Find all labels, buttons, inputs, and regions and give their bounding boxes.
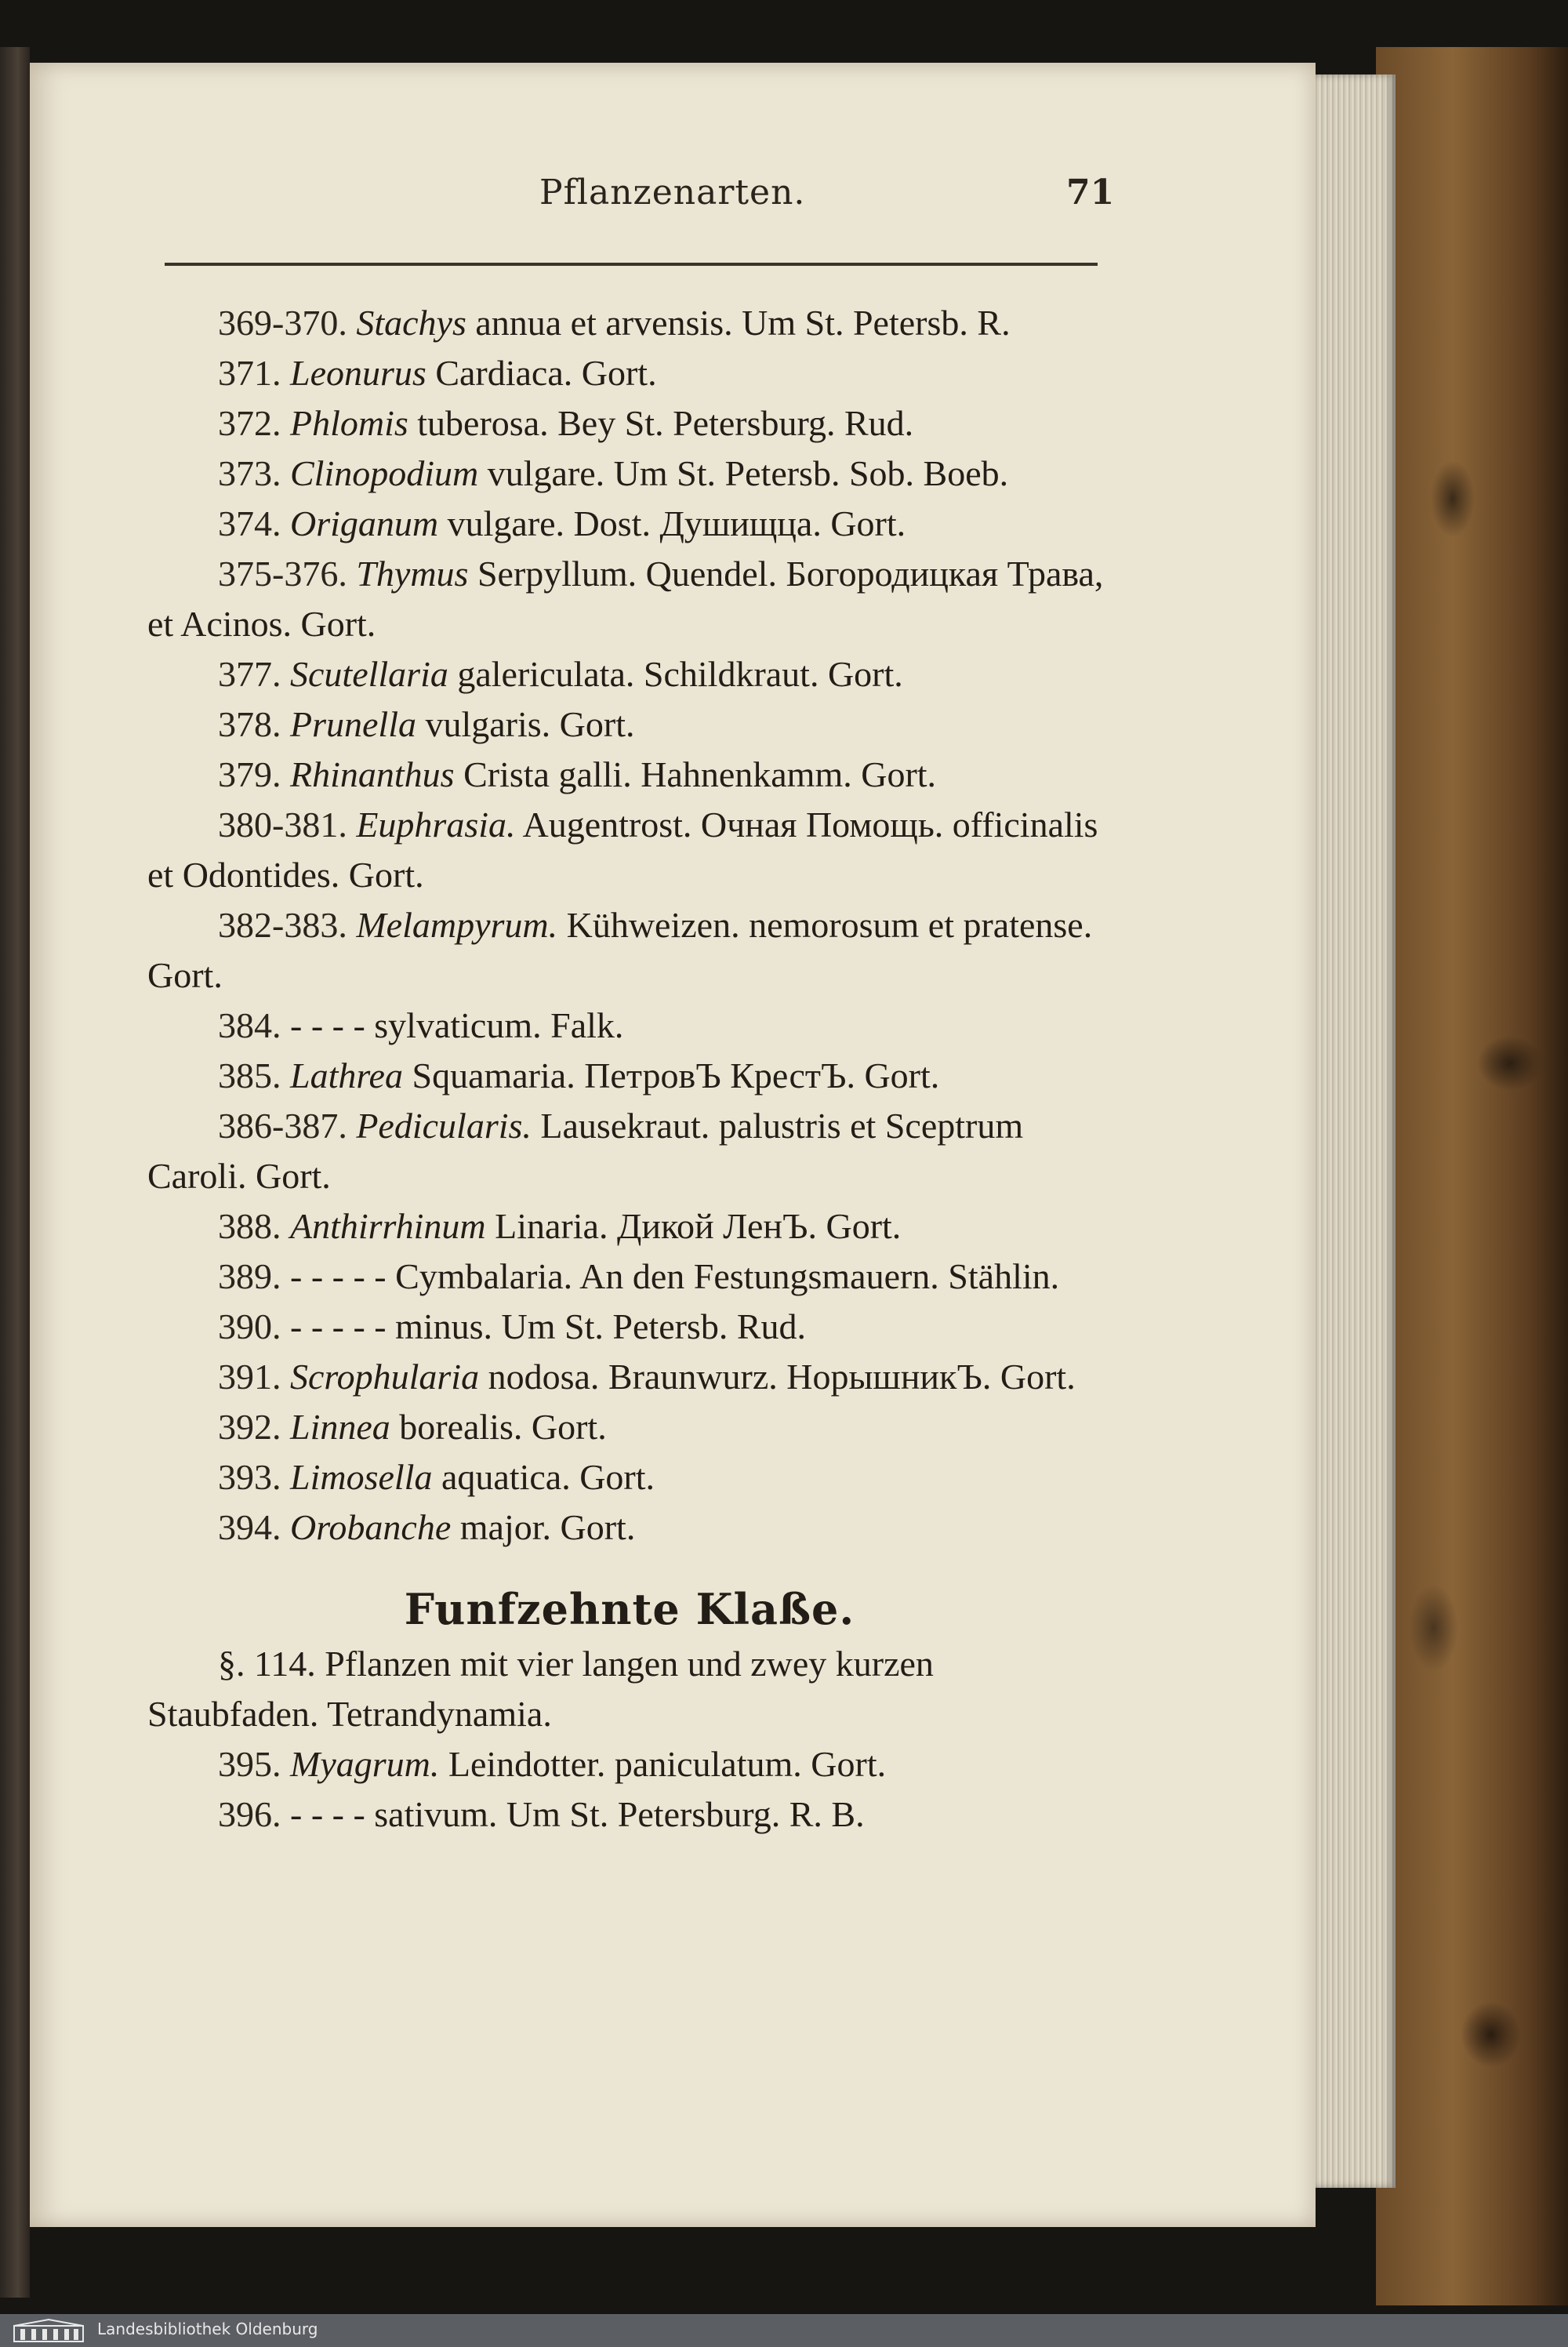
list-item: 395. Myagrum. Leindotter. paniculatum. Gort.	[218, 1744, 887, 1784]
list-item: 380-381. Euphrasia. Augentrost. Очная Помощь. officinalis et Odontides. Gort.	[147, 805, 1098, 895]
list-item: 372. Phlomis tuberosa. Bey St. Petersburg. Rud.	[218, 403, 914, 443]
list-item: 375-376. Thymus Serpyllum. Quendel. Богородицкая Трава, et Acinos. Gort.	[147, 554, 1104, 644]
list-item: 390. - - - - - minus. Um St. Petersb. Rud.	[218, 1306, 807, 1346]
list-item: 382-383. Melampyrum. Kühweizen. nemorosum et pratense. Gort.	[147, 905, 1093, 995]
list-item: 384. - - - - sylvaticum. Falk.	[218, 1005, 624, 1045]
header-rule	[165, 263, 1098, 266]
list-item: 391. Scrophularia nodosa. Braunwurz. НорышникЪ. Gort.	[218, 1357, 1076, 1397]
list-item: 374. Origanum vulgare. Dost. Душищца. Gort.	[218, 503, 906, 543]
page-header	[30, 173, 1316, 235]
list-item: 379. Rhinanthus Crista galli. Hahnenkamm. Gort.	[218, 754, 937, 794]
list-item: 394. Orobanche major. Gort.	[218, 1507, 636, 1547]
entry-list	[147, 298, 1112, 1553]
page-number: 71	[1066, 173, 1115, 213]
running-title: Pflanzenarten.	[539, 173, 806, 213]
list-item: 377. Scutellaria galericulata. Schildkraut. Gort.	[218, 654, 903, 694]
list-item: 369-370. Stachys annua et arvensis. Um St. Petersb. R.	[218, 303, 1011, 343]
list-item: 388. Anthirrhinum Linaria. Дикой ЛенЪ. Gort.	[218, 1206, 902, 1246]
list-item: 393. Limosella aquatica. Gort.	[218, 1457, 655, 1497]
book-cover-right	[1376, 47, 1568, 2305]
book-cover-left	[0, 47, 30, 2298]
list-item: 392. Linnea borealis. Gort.	[218, 1407, 607, 1447]
entry-list-2	[147, 1739, 1112, 1840]
list-item: 378. Prunella vulgaris. Gort.	[218, 704, 635, 744]
section-heading: Funfzehnte Klaße.	[404, 1584, 855, 1634]
list-item: 385. Lathrea Squamaria. ПетровЪ КрестЪ. Gort.	[218, 1055, 940, 1095]
section-paragraph: §. 114. Pflanzen mit vier langen und zwey kurzen Staubfaden. Tetrandynamia.	[147, 1644, 934, 1734]
list-item: 386-387. Pedicularis. Lausekraut. palustris et Sceptrum Caroli. Gort.	[147, 1106, 1024, 1196]
library-logo-icon	[13, 2318, 85, 2343]
list-item: 389. - - - - - Cymbalaria. An den Festungsmauern. Stählin.	[218, 1256, 1060, 1296]
library-name: Landesbibliothek Oldenburg	[97, 2320, 318, 2338]
page-edges	[1301, 74, 1396, 2188]
book-page	[30, 63, 1316, 2227]
list-item: 373. Clinopodium vulgare. Um St. Petersb. Sob. Boeb.	[218, 453, 1009, 493]
page-body	[147, 298, 1112, 1840]
list-item: 371. Leonurus Cardiaca. Gort.	[218, 353, 657, 393]
list-item: 396. - - - - sativum. Um St. Petersburg. R. B.	[218, 1794, 865, 1834]
